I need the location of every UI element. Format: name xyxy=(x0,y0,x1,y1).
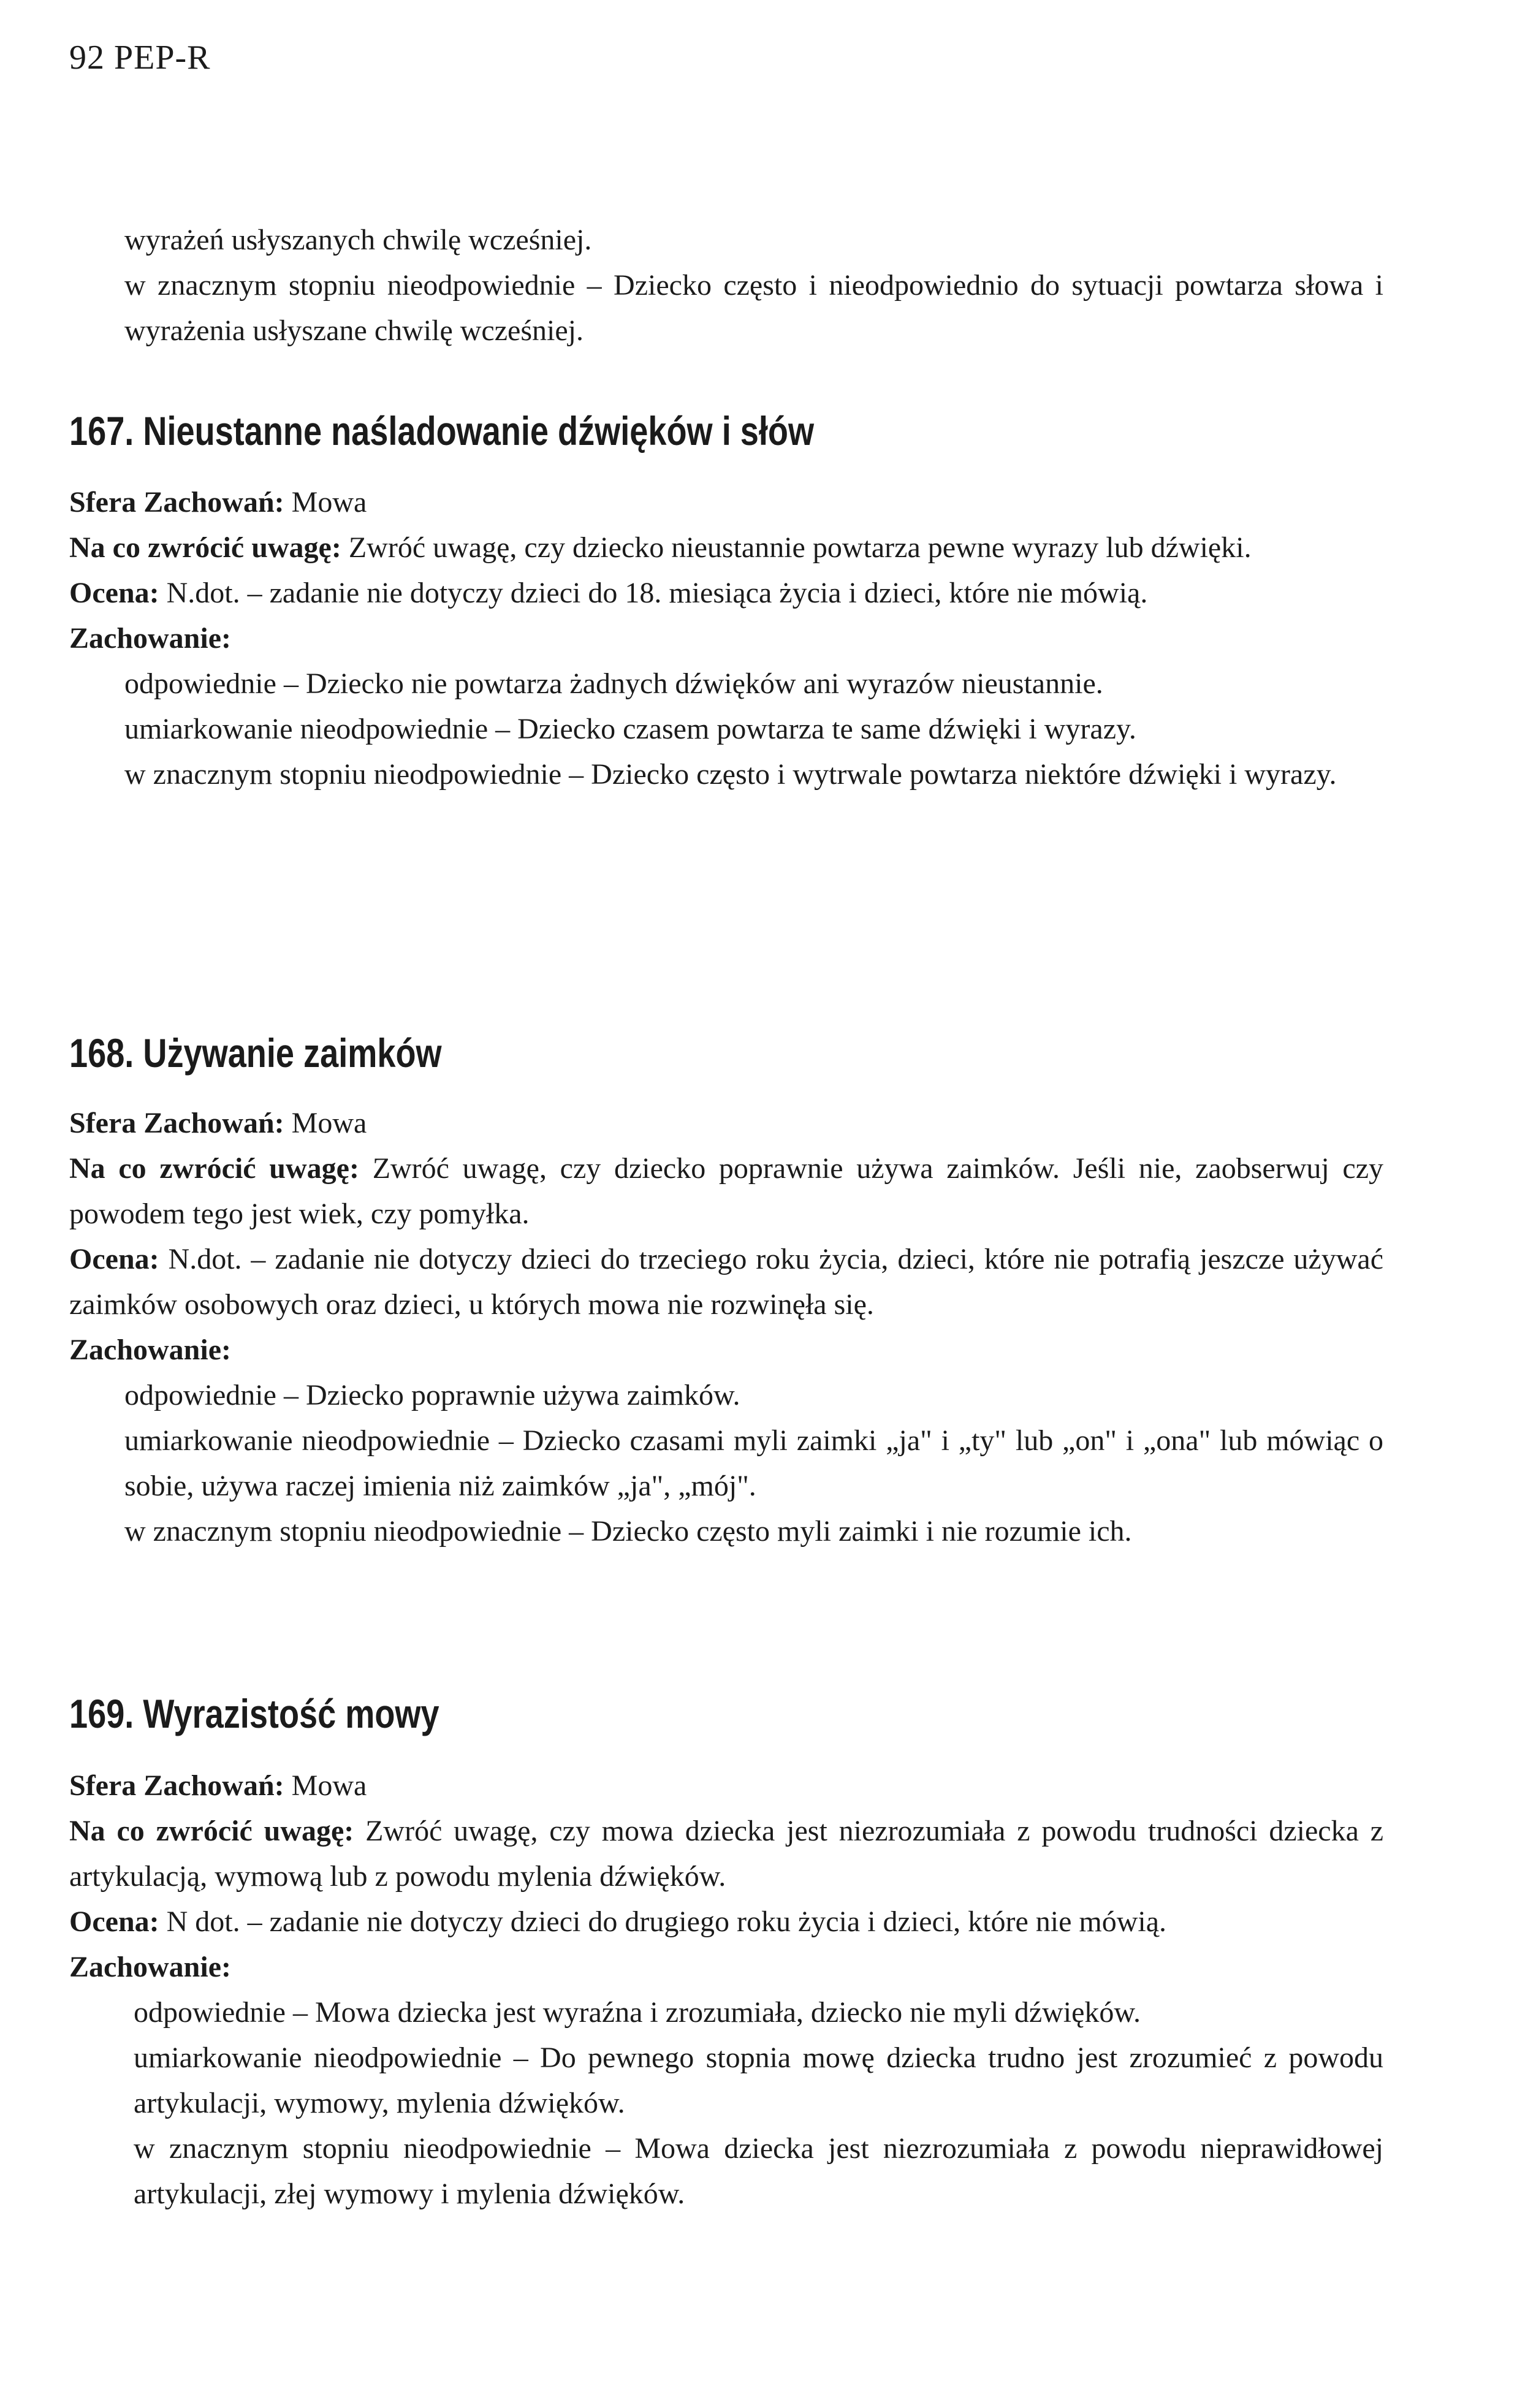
page-header: 92 PEP-R xyxy=(69,39,211,77)
sfera-row xyxy=(69,1763,1383,1809)
na-co-label: Na co zwrócić uwagę: xyxy=(69,531,341,564)
zachowanie-item: umiarkowanie nieodpowiednie – Dziecko czasem powtarza te same dźwięki i wyrazy. xyxy=(124,713,1136,745)
ocena-row xyxy=(69,1899,1383,1945)
sfera-label: Sfera Zachowań: xyxy=(69,1769,284,1802)
zachowanie-list xyxy=(69,661,1383,797)
sfera-value: Mowa xyxy=(291,486,367,518)
sfera-value: Mowa xyxy=(291,1107,367,1139)
item-body xyxy=(69,1101,1383,1554)
na-co-value: Zwróć uwagę, czy dziecko nieustannie powtarza pewne wyrazy lub dźwięki. xyxy=(348,531,1252,564)
na-co-row xyxy=(69,525,1383,571)
ocena-value: N.dot. – zadanie nie dotyczy dzieci do 18. miesiąca życia i dzieci, które nie mówią. xyxy=(166,577,1148,609)
zachowanie-item: w znacznym stopniu nieodpowiednie – Dziecko często myli zaimki i nie rozumie ich. xyxy=(124,1515,1132,1548)
ocena-row xyxy=(69,571,1383,616)
zachowanie-label: Zachowanie: xyxy=(69,1951,231,1983)
continuation-text xyxy=(69,218,1383,354)
ocena-value: N.dot. – zadanie nie dotyczy dzieci do trzeciego roku życia, dzieci, które nie potrafią jeszcze używać zaimków osobowych oraz dzieci, u których mowa nie rozwinęła się. xyxy=(69,1243,1384,1321)
na-co-value: Zwróć uwagę, czy mowa dziecka jest niezrozumiała z powodu trudności dziecka z artykulacją, wymową lub z powodu mylenia dźwięków. xyxy=(69,1815,1384,1893)
continuation-line: w znacznym stopniu nieodpowiednie – Dziecko często i nieodpowiednio do sytuacji powtarza słowa i wyrażenia usłyszane chwilę wcześniej. xyxy=(124,269,1383,347)
ocena-label: Ocena: xyxy=(69,577,159,609)
zachowanie-label: Zachowanie: xyxy=(69,1334,231,1366)
sfera-label: Sfera Zachowań: xyxy=(69,1107,284,1139)
na-co-label: Na co zwrócić uwagę: xyxy=(69,1815,354,1847)
continuation-line: wyrażeń usłyszanych chwilę wcześniej. xyxy=(124,224,592,256)
item-body xyxy=(69,1763,1383,2217)
zachowanie-item: odpowiednie – Dziecko poprawnie używa zaimków. xyxy=(124,1379,740,1411)
na-co-value: Zwróć uwagę, czy dziecko poprawnie używa zaimków. Jeśli nie, zaobserwuj czy powodem tego jest wiek, czy pomyłka. xyxy=(69,1152,1384,1230)
zachowanie-item: umiarkowanie nieodpowiednie – Do pewnego stopnia mowę dziecka trudno jest zrozumieć z powodu artykulacji, wymowy, mylenia dźwięków. xyxy=(134,2041,1383,2119)
zachowanie-item: w znacznym stopniu nieodpowiednie – Dziecko często i wytrwale powtarza niektóre dźwięki i wyrazy. xyxy=(124,758,1337,791)
zachowanie-label: Zachowanie: xyxy=(69,622,231,655)
item-body xyxy=(69,480,1383,797)
item-title: 169. Wyrazistość mowy xyxy=(69,1691,439,1736)
zachowanie-list xyxy=(69,1373,1383,1554)
sfera-value: Mowa xyxy=(291,1769,367,1802)
sfera-label: Sfera Zachowań: xyxy=(69,486,284,518)
item-title: 168. Używanie zaimków xyxy=(69,1030,442,1076)
zachowanie-item: umiarkowanie nieodpowiednie – Dziecko czasami myli zaimki „ja" i „ty" lub „on" i „ona" lub mówiąc o sobie, używa raczej imienia niż zaimków „ja", „mój". xyxy=(124,1424,1383,1502)
zachowanie-item: w znacznym stopniu nieodpowiednie – Mowa dziecka jest niezrozumiała z powodu nieprawidłowej artykulacji, złej wymowy i mylenia dźwięków. xyxy=(134,2132,1383,2210)
sfera-row xyxy=(69,480,1383,525)
ocena-label: Ocena: xyxy=(69,1243,159,1275)
ocena-label: Ocena: xyxy=(69,1905,159,1938)
zachowanie-item: odpowiednie – Dziecko nie powtarza żadnych dźwięków ani wyrazów nieustannie. xyxy=(124,667,1103,700)
zachowanie-item: odpowiednie – Mowa dziecka jest wyraźna i zrozumiała, dziecko nie myli dźwięków. xyxy=(134,1996,1141,2029)
sfera-row xyxy=(69,1101,1383,1146)
ocena-value: N dot. – zadanie nie dotyczy dzieci do drugiego roku życia i dzieci, które nie mówią. xyxy=(166,1905,1167,1938)
na-co-row xyxy=(69,1809,1383,1899)
na-co-label: Na co zwrócić uwagę: xyxy=(69,1152,359,1185)
na-co-row xyxy=(69,1146,1383,1237)
item-title: 167. Nieustanne naśladowanie dźwięków i słów xyxy=(69,408,815,454)
ocena-row xyxy=(69,1237,1383,1327)
zachowanie-list xyxy=(69,1990,1383,2217)
